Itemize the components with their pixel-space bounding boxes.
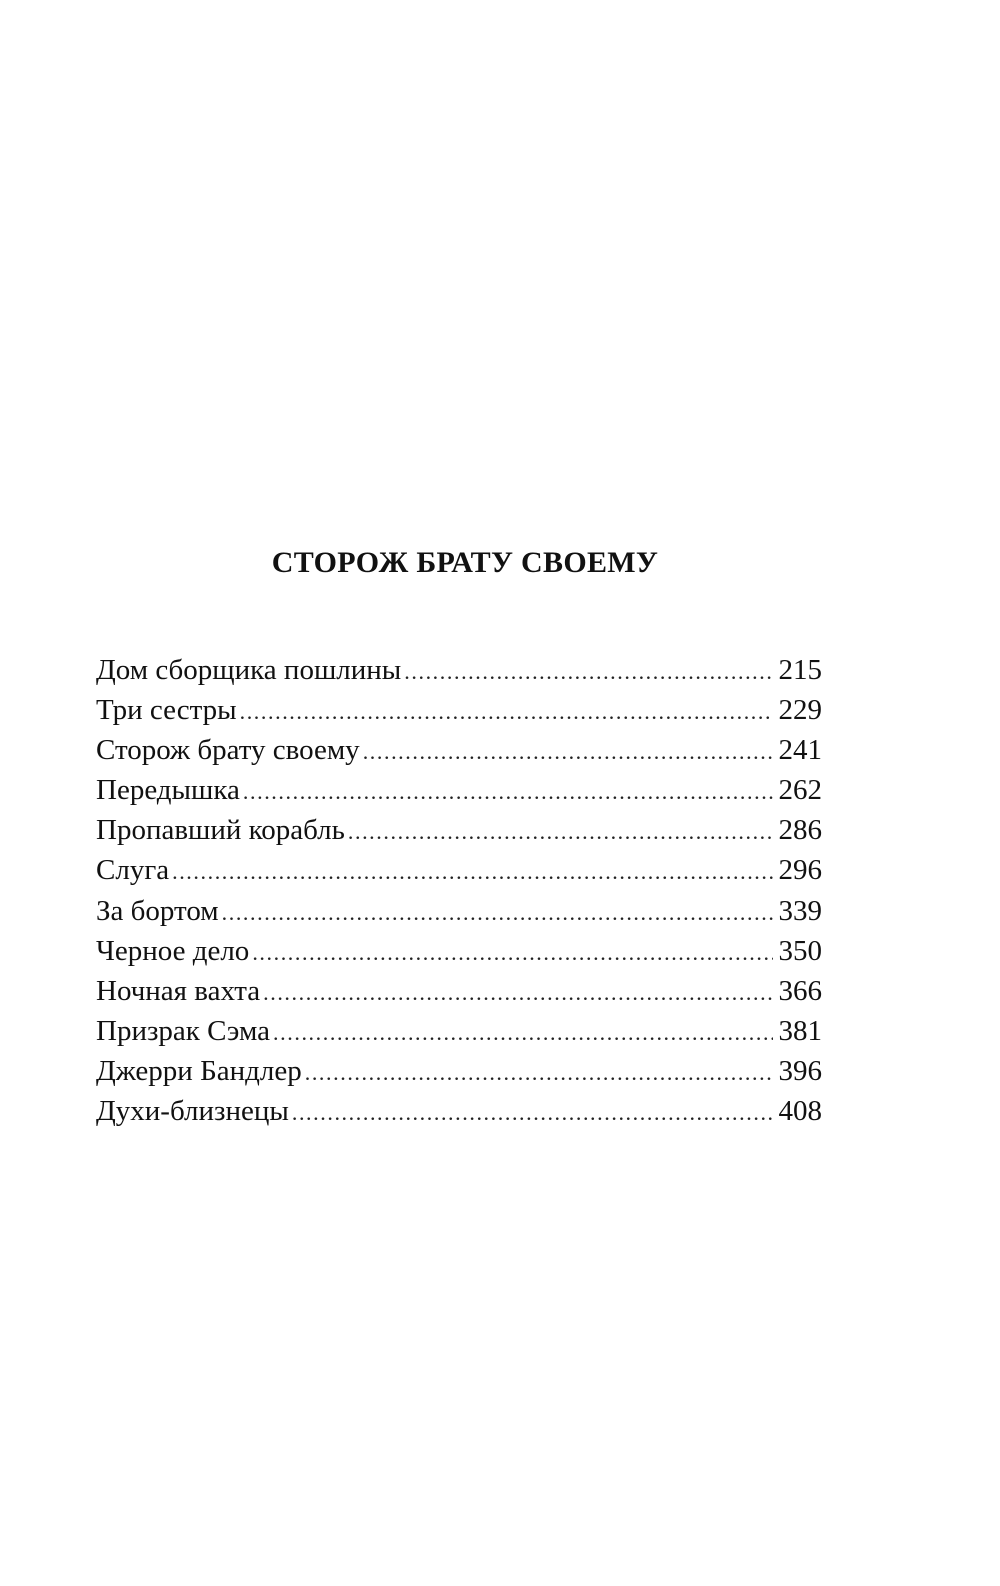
toc-entry-title: Слуга [96, 854, 170, 887]
toc-entry-title: Передышка [96, 774, 240, 807]
toc-entry [96, 971, 822, 1011]
toc-entry-title: Духи-близнецы [96, 1095, 289, 1128]
toc-entry-page: 296 [778, 854, 822, 887]
toc-entry-page: 366 [778, 974, 822, 1007]
toc-entry-title: Пропавший корабль [96, 814, 345, 847]
toc-dot-leader [243, 772, 773, 812]
toc-entry [96, 690, 822, 730]
toc-entry-page: 262 [778, 774, 822, 807]
toc-entry-page: 229 [778, 694, 822, 727]
toc-entry-page: 408 [778, 1095, 822, 1128]
toc-entry-page: 350 [778, 934, 822, 967]
toc-entry-page: 286 [778, 814, 822, 847]
toc-entry-page: 396 [778, 1054, 822, 1087]
table-of-contents [96, 650, 822, 1131]
toc-dot-leader [292, 1093, 773, 1133]
toc-entry-title: За бортом [96, 894, 219, 927]
toc-entry [96, 650, 822, 690]
toc-entry-title: Призрак Сэма [96, 1014, 271, 1047]
toc-dot-leader [252, 933, 772, 973]
toc-entry [96, 1051, 822, 1091]
toc-entry-title: Три сестры [96, 694, 237, 727]
toc-dot-leader [263, 973, 772, 1013]
toc-entry [96, 730, 822, 770]
toc-dot-leader [363, 732, 773, 772]
toc-entry [96, 891, 822, 931]
toc-entry [96, 1011, 822, 1051]
toc-dot-leader [222, 893, 773, 933]
toc-entry-page: 241 [778, 734, 822, 767]
toc-entry-title: Черное дело [96, 934, 250, 967]
toc-entry-title: Дом сборщика пошлины [96, 654, 402, 686]
toc-entry [96, 850, 822, 890]
toc-dot-leader [240, 692, 773, 732]
toc-dot-leader [305, 1053, 773, 1093]
toc-dot-leader [172, 852, 772, 892]
toc-entry-page: 215 [778, 654, 822, 686]
toc-entry-title: Ночная вахта [96, 974, 261, 1007]
toc-entry-title: Сторож брату своему [96, 734, 360, 767]
section-title: СТОРОЖ БРАТУ СВОЕМУ [271, 546, 659, 579]
toc-entry-page: 339 [778, 894, 822, 927]
toc-dot-leader [348, 812, 773, 852]
toc-entry [96, 931, 822, 971]
toc-entry [96, 770, 822, 810]
toc-entry [96, 810, 822, 850]
toc-entry [96, 1091, 822, 1131]
toc-dot-leader [273, 1013, 772, 1053]
toc-dot-leader [404, 652, 772, 692]
toc-entry-title: Джерри Бандлер [96, 1054, 302, 1087]
toc-entry-page: 381 [778, 1014, 822, 1047]
